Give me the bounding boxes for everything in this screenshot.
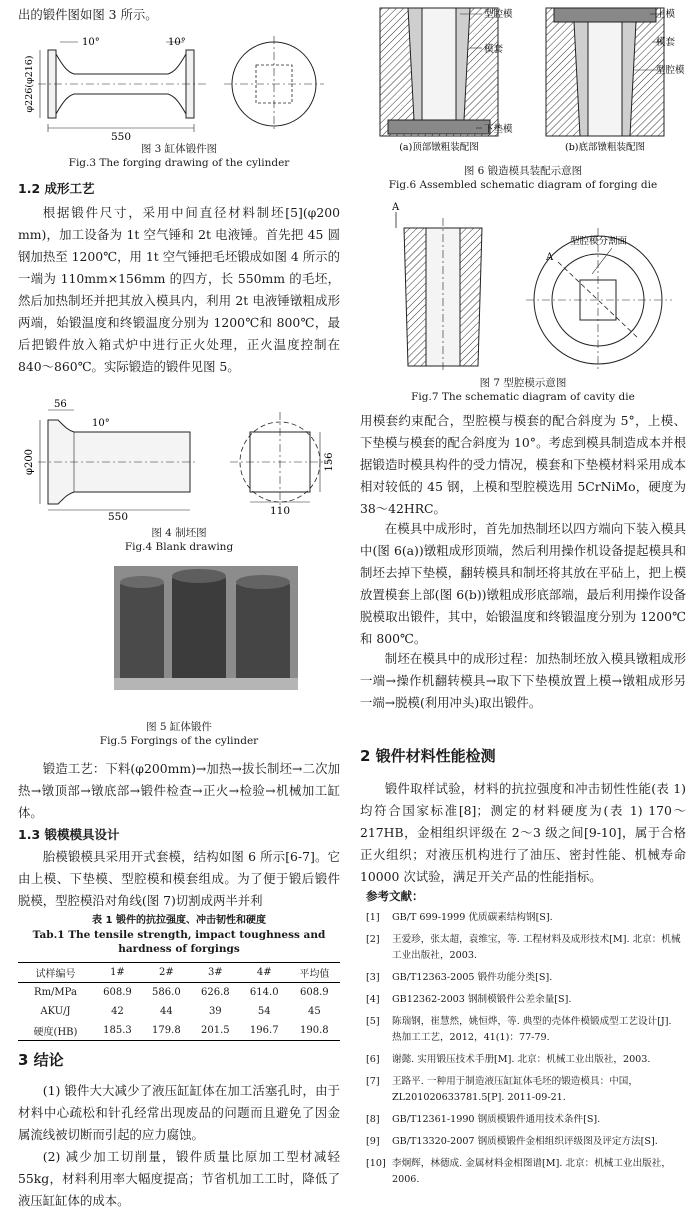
- fig4-110-label: 110: [269, 505, 291, 517]
- fig4-dia-label: φ200: [24, 448, 35, 476]
- fig3-lower-profile: [56, 94, 186, 114]
- references-heading: 参考文献：: [366, 889, 424, 903]
- fig4-caption-en: Fig.4 Blank drawing: [124, 541, 234, 553]
- table-cell: Rm/MPa: [34, 987, 77, 998]
- fig7-label-a1: A: [392, 202, 400, 213]
- table1-title-en-2: hardness of forgings: [118, 943, 240, 955]
- fig6-caption-en: Fig.6 Assembled schematic diagram of forging die: [388, 179, 658, 191]
- section-1-3-body: 胎模锻模具采用开式套模，结构如图 6 所示[6-7]。它由上模、下垫模、型腔模和模套组成。为了便于锻后锻件脱模，型腔模沿对角线(图 7)切割成两半并利: [18, 849, 340, 908]
- intro-line: 出的锻件图如图 3 所示。: [18, 7, 158, 22]
- reference-item: [10] 李炯辉，林德成. 金属材料金相图谱[M]. 北京：机械工业出版社，2006.: [366, 1158, 671, 1185]
- fig3-dia-label: φ226(φ216): [24, 55, 35, 113]
- fig5-photo: [114, 566, 298, 690]
- fig6-label-cavity: 型腔模: [484, 9, 513, 20]
- table-cell: 硬度(HB): [18, 1021, 93, 1041]
- reference-item: [7] 王路平. 一种用于制造液压缸缸体毛坯的锻造模具：中国，ZL201020633781.5[P]. 2011-09-21.: [366, 1076, 638, 1103]
- section-1-2-body: 根据锻件尺寸，采用中间直径材料制坯[5](φ200 mm)，加工设备为 1t 空气锤和 2t 电液锤。首先把 45 圆钢加热至 1200℃，用 1t 空气锤把毛坯锻成如图 4 所示的一端为 110mm×156mm 的四方，长 550mm 的毛坯，然后加热制坯并把其放入模具内，利用 2t 电液锤镦粗成形两端，始锻温度和终锻温度分别为 1200℃和 800℃，最后把锻件放入箱式炉中进行正火处理，正火温度控制在 840～860℃。实际锻造的锻件见图 5。: [18, 205, 340, 374]
- fig3-angle-b: 10°: [168, 37, 186, 48]
- reference-item: [6] 谢懿. 实用锻压技术手册[M]. 北京：机械工业出版社，2003.: [366, 1054, 651, 1065]
- fig5-caption-en: Fig.5 Forgings of the cylinder: [99, 735, 259, 747]
- table-cell: 44: [160, 1006, 173, 1017]
- fig6-drawing: [360, 2, 686, 152]
- fig7-label-split: 型腔模分割面: [570, 236, 628, 247]
- fig7-caption-en: Fig.7 The schematic diagram of cavity die: [411, 391, 635, 403]
- fig3-caption-en: Fig.3 The forging drawing of the cylinder: [68, 157, 290, 169]
- section-3-heading: 3 结论: [18, 1051, 64, 1069]
- table1: [18, 962, 340, 1041]
- reference-item: [1] GB/T 699-1999 优质碳素结构钢[S].: [366, 912, 553, 923]
- table1-header-row: [18, 963, 340, 983]
- fig6-label-upper: 上模: [656, 9, 676, 20]
- table-cell: 626.8: [200, 987, 230, 998]
- fig6b-upper-die: [554, 8, 656, 22]
- table-cell: 179.8: [142, 1021, 191, 1041]
- forming-para-2: 制坯在模具中的成形过程：加热制坯放入模具镦粗成形一端→操作机翻转模具→取下下垫模放置上模→镦粗成形另一端→脱模(利用冲头)取出锻件。: [360, 651, 686, 710]
- fig7-caption-cn: 图 7 型腔模示意图: [479, 377, 567, 389]
- reference-list: [366, 910, 684, 1188]
- reference-item: [8] GB/T12361-1990 钢质模锻件通用技术条件[S].: [366, 1114, 601, 1125]
- section-2-body: 锻件取样试验，材料的抗拉强度和冲击韧性性能(表 1)均符合国家标准[8]；测定的材料硬度为(表 1) 170～217HB，金相组织评级在 2～3 级之间[9-10]，属于合格正火组织；对液压机构进行了油压、密封性能、机械寿命 10000 次试验，满足开关产品的性能指标。: [360, 781, 686, 884]
- table1-header: 2#: [142, 963, 191, 983]
- table1-header: 1#: [93, 963, 142, 983]
- table-cell: 190.8: [289, 1021, 340, 1041]
- fig6b-cavity: [588, 22, 622, 136]
- fig6-caption-cn: 图 6 锻造模具装配示意图: [463, 165, 583, 177]
- conclusion-1: (1) 锻件大大减少了液压缸缸体在加工活塞孔时，由于材料中心疏松和针孔经常出现废品的问题而且避免了因金属流线被切断而引起的应力腐蚀。: [18, 1083, 340, 1142]
- forming-para-1: 在模具中成形时，首先加热制坯以四方端向下装入模具中(图 6(a))镦粗成形顶端，然后利用操作机设备提起模具和制坯去掉下垫模，翻转模具和制坯将其放在平砧上，把上模放置模套上部(图 6(b))镦粗成形底部端，最后利用操作设备脱模取出锻件，其中，始锻温度和终锻温度分别为 1200℃和 800℃。: [360, 521, 686, 646]
- reference-item: [5] 陈瑞钢，崔慧然，姚恒烨，等. 典型的壳体件模锻成型工艺设计[J]. 热加工工艺，2012，41(1)：77-79.: [366, 1016, 672, 1043]
- fig4-156-label: 156: [324, 452, 335, 472]
- fig4-caption-cn: 图 4 制坯图: [151, 527, 207, 539]
- reference-item: [9] GB/T13320-2007 钢质模锻件金相组织评级图及评定方法[S].: [366, 1136, 658, 1147]
- fig6a-lower-die: [388, 120, 490, 134]
- fig4-550-label: 550: [107, 511, 129, 522]
- table-cell: 608.9: [300, 987, 329, 998]
- table1-title-cn: 表 1 锻件的抗拉强度、冲击韧性和硬度: [18, 914, 340, 928]
- table-cell: 39: [208, 1006, 222, 1017]
- table-cell: 614.0: [249, 987, 279, 998]
- table-row: [18, 1021, 340, 1041]
- fig6a-cavity: [422, 8, 456, 120]
- fig6-sub-b: (b)底部镦粗装配图: [565, 142, 645, 152]
- table-cell: 196.7: [240, 1021, 289, 1041]
- fig3-upper-profile: [56, 54, 186, 74]
- fig5-forgings-illustration: [114, 566, 298, 690]
- fig4-angle-label: 10°: [92, 418, 110, 429]
- table-cell: 586.0: [152, 987, 181, 998]
- fig4-drawing: [18, 398, 340, 522]
- section-1-2-heading: 1.2 成形工艺: [18, 181, 95, 196]
- reference-item: [2] 王爱珍，张太超，袁维宝，等. 工程材料及成形技术[M]. 北京：机械工业出版社，2003.: [366, 934, 681, 961]
- table-row: [18, 1002, 340, 1021]
- fig3-caption-cn: 图 3 缸体锻件图: [140, 143, 218, 155]
- fig6-label-sleeve: 模套: [484, 44, 504, 55]
- table1-header: 平均值: [289, 963, 340, 983]
- table-cell: 45: [307, 1006, 321, 1017]
- fig7-cavity: [426, 228, 460, 366]
- fig7-drawing: [360, 200, 686, 374]
- fig6-label-sleeve-b: 模套: [656, 37, 676, 48]
- table-cell: 54: [257, 1006, 271, 1017]
- section-1-3-heading: 1.3 锻模模具设计: [18, 827, 120, 842]
- fig3-drawing: [18, 28, 340, 140]
- table1-title-en-1: Tab.1 The tensile strength, impact toughness and: [32, 929, 326, 941]
- table-row: [18, 983, 340, 1003]
- fig3-length-label: 550: [110, 131, 132, 140]
- conclusion-2: (2) 减少加工切削量，锻件质量比原加工型材减轻 55kg，材料利用率大幅度提高；节省机加工工时，降低了液压缸缸体的成本。: [18, 1149, 340, 1208]
- fig7-label-a2: A: [546, 252, 554, 263]
- table1-header: 3#: [191, 963, 240, 983]
- cavity-die-para: 用模套约束配合，型腔模与模套的配合斜度为 5°，上模、下垫模与模套的配合斜度为 10°。考虑到模具制造成本并根据锻造时模具构件的受力情况，模套和下垫模材料采用成本相对较低的 45 钢，上模和型腔模选用 5CrNiMo，硬度为 38～42HRC。: [360, 413, 686, 516]
- table-cell: AKU/J: [40, 1006, 71, 1017]
- table1-header: 4#: [240, 963, 289, 983]
- fig6-sub-a: (a)顶部镦粗装配图: [399, 142, 479, 152]
- fig6-label-cavity-b: 型腔模: [656, 65, 685, 76]
- table-cell: 608.9: [103, 987, 132, 998]
- table-cell: 185.3: [93, 1021, 142, 1041]
- process-route: 锻造工艺：下料(φ200mm)→加热→拔长制坯→二次加热→镦顶部→镦底部→锻件检查→正火→检验→机械加工缸体。: [18, 761, 340, 820]
- section-2-heading: 2 锻件材料性能检测: [360, 747, 496, 765]
- fig3-angle-a: 10°: [82, 37, 100, 48]
- reference-item: [4] GB12362-2003 钢制模锻件公差余量[S].: [366, 994, 572, 1005]
- table1-header: 试样编号: [18, 963, 93, 983]
- fig6-label-lower: 下垫模: [484, 124, 513, 135]
- table-cell: 201.5: [191, 1021, 240, 1041]
- table-cell: 42: [111, 1006, 124, 1017]
- fig4-56-label: 56: [54, 399, 67, 410]
- fig5-caption-cn: 图 5 缸体锻件: [146, 721, 212, 733]
- reference-item: [3] GB/T12363-2005 锻件功能分类[S].: [366, 972, 553, 983]
